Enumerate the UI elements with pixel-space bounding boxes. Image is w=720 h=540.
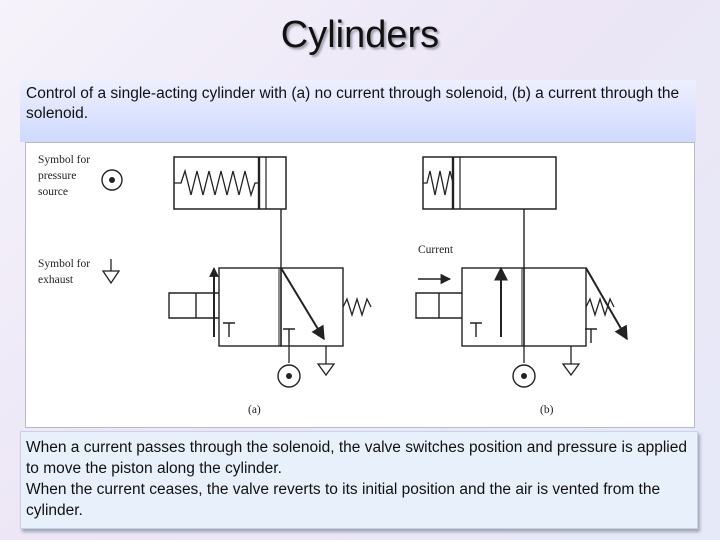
solenoid-b xyxy=(416,293,462,318)
pressure-legend-line-3: source xyxy=(38,186,69,198)
note-paragraph-2: When the current ceases, the valve reverts to its initial position and the air is vented from the cylinder. xyxy=(26,481,661,519)
valve-a xyxy=(214,268,343,346)
spring-icon xyxy=(174,171,259,195)
panel-a xyxy=(169,157,371,416)
diagram-canvas xyxy=(26,143,694,427)
cylinder-control-diagram xyxy=(25,142,695,428)
legend xyxy=(38,154,122,286)
spring-compressed-icon xyxy=(423,171,453,195)
note-paragraph-1: When a current passes through the solenoid, the valve switches position and pressure is applied to move the piston along the cylinder. xyxy=(26,439,687,477)
exhaust-b-icon xyxy=(563,346,579,375)
panel-a-label: (a) xyxy=(248,404,261,416)
exhaust-legend-line-2: exhaust xyxy=(38,274,74,286)
solenoid-a xyxy=(169,293,219,318)
valve-spring-a-icon xyxy=(343,299,371,315)
pressure-source-icon xyxy=(102,170,122,190)
cylinder-b xyxy=(423,157,556,209)
valve-spring-b-icon xyxy=(586,299,614,315)
current-label: Current xyxy=(418,244,454,256)
pressure-source-a-icon xyxy=(278,343,300,387)
slide-subtitle: Control of a single-acting cylinder with (a) no current through solenoid, (b) a current through the solenoid. xyxy=(26,85,680,122)
panel-b-label: (b) xyxy=(540,404,554,416)
pressure-source-b-icon xyxy=(513,346,535,387)
cylinder-a xyxy=(174,157,286,209)
slide-title: Cylinders xyxy=(280,14,440,56)
exhaust-icon xyxy=(103,259,119,283)
exhaust-a-icon xyxy=(318,346,334,375)
pressure-legend-line-2: pressure xyxy=(38,170,77,182)
panel-b xyxy=(416,157,627,416)
pressure-legend-line-1: Symbol for xyxy=(38,154,91,166)
exhaust-legend-line-1: Symbol for xyxy=(38,258,91,270)
